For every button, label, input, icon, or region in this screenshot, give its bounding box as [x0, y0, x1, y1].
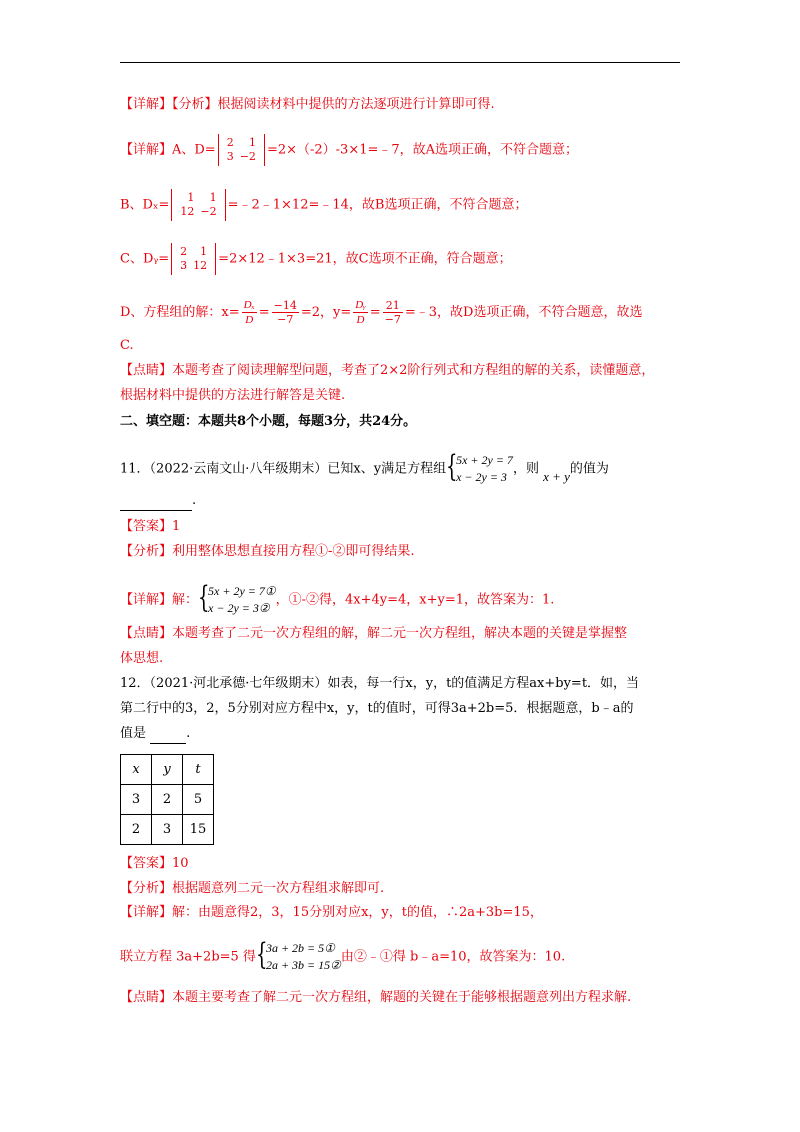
- analysis-line: 【详解】【分析】根据阅读材料中提供的方法逐项进行计算即可得.: [120, 97, 495, 112]
- question-11: 11．（2022·云南文山·八年级期末）已知x、y满足方程组 { 5x + 2y = 7 x − 2y = 3 ，则 x + y的值为: [120, 449, 609, 484]
- table-cell: x: [121, 755, 152, 785]
- table-cell: 2: [121, 815, 152, 845]
- question-12-line-1: 12．（2021·河北承德·七年级期末）如表，每一行x，y，t的值满足方程ax+by=t．如，当: [120, 676, 640, 691]
- table-cell: t: [183, 755, 214, 785]
- comment-11-line-1: 【点睛】本题考查了二元一次方程组的解，解二元一次方程组，解决本题的关键是掌握整: [120, 626, 628, 641]
- table-cell: 2: [152, 785, 183, 815]
- question-12-line-2: 第二行中的3，2，5分别对应方程中x，y，t的值时，可得3a+2b=5．根据题意，b﹣a的: [120, 701, 634, 716]
- table-row: [121, 785, 214, 815]
- option-b-line: B、Dₓ= 1 1 12 −2 =﹣2﹣1×12=﹣14，故B选项正确，不符合题意；: [120, 191, 528, 218]
- analysis-12: 【分析】根据题意列二元一次方程组求解即可.: [120, 881, 385, 896]
- section-heading: 二、填空题：本题共8个小题，每题3分，共24分。: [120, 414, 417, 429]
- solution-12-line-2: 联立方程 3a+2b=5 得 { 3a + 2b = 5① 2a + 3b = 15② 由②﹣①得 b﹣a=10，故答案为：10.: [120, 937, 566, 972]
- table-row: [121, 815, 214, 845]
- option-d-continued: C.: [120, 338, 134, 353]
- table-cell: 5: [183, 785, 214, 815]
- question-11-blank: .: [120, 492, 196, 511]
- option-c-line: C、Dᵧ= 2 1 3 12 =2×12﹣1×3=21，故C选项不正确，符合题意；: [120, 245, 512, 272]
- comment-11-line-2: 体思想.: [120, 651, 164, 666]
- answer-11: 【答案】1: [120, 519, 181, 534]
- analysis-11: 【分析】利用整体思想直接用方程①-②即可得结果.: [120, 544, 415, 559]
- option-a-line: 【详解】A、D= 2 1 3 −2 =2×（-2）-3×1=﹣7，故A选项正确，不符合题意；: [120, 136, 579, 163]
- answer-12: 【答案】10: [120, 856, 189, 871]
- values-table: [120, 754, 214, 845]
- table-cell: 3: [121, 785, 152, 815]
- solution-11: 【详解】解： { 5x + 2y = 7① x − 2y = 3② ，①-②得，4x+4y=4，x+y=1，故答案为：1.: [120, 580, 555, 615]
- comment-line-2: 根据材料中提供的方法进行解答是关键.: [120, 388, 346, 403]
- question-12-line-3: 值是 .: [120, 725, 190, 744]
- solution-12-line-1: 【详解】解：由题意得2，3，15分别对应x，y，t的值，∴2a+3b=15，: [120, 905, 543, 920]
- comment-line-1: 【点睛】本题考查了阅读理解型问题，考查了2×2阶行列式和方程组的解的关系，读懂题意，: [120, 363, 655, 378]
- table-cell: 3: [152, 815, 183, 845]
- option-d-line: D、方程组的解：x= $\frac{\text{Dₓ}}{D}$ = $\frac{-14}{-7}$ =2，y= $\frac{\text{Dᵧ}}{D}$ = $\frac{21}{-7}$ =﹣3，故D选项正确，不符合题意，故选: [120, 299, 643, 326]
- table-header-row: [121, 755, 214, 785]
- table-cell: 15: [183, 815, 214, 845]
- table-cell: y: [152, 755, 183, 785]
- comment-12: 【点睛】本题主要考查了解二元一次方程组，解题的关键在于能够根据题意列出方程求解.: [120, 990, 632, 1005]
- header-rule: [120, 62, 680, 63]
